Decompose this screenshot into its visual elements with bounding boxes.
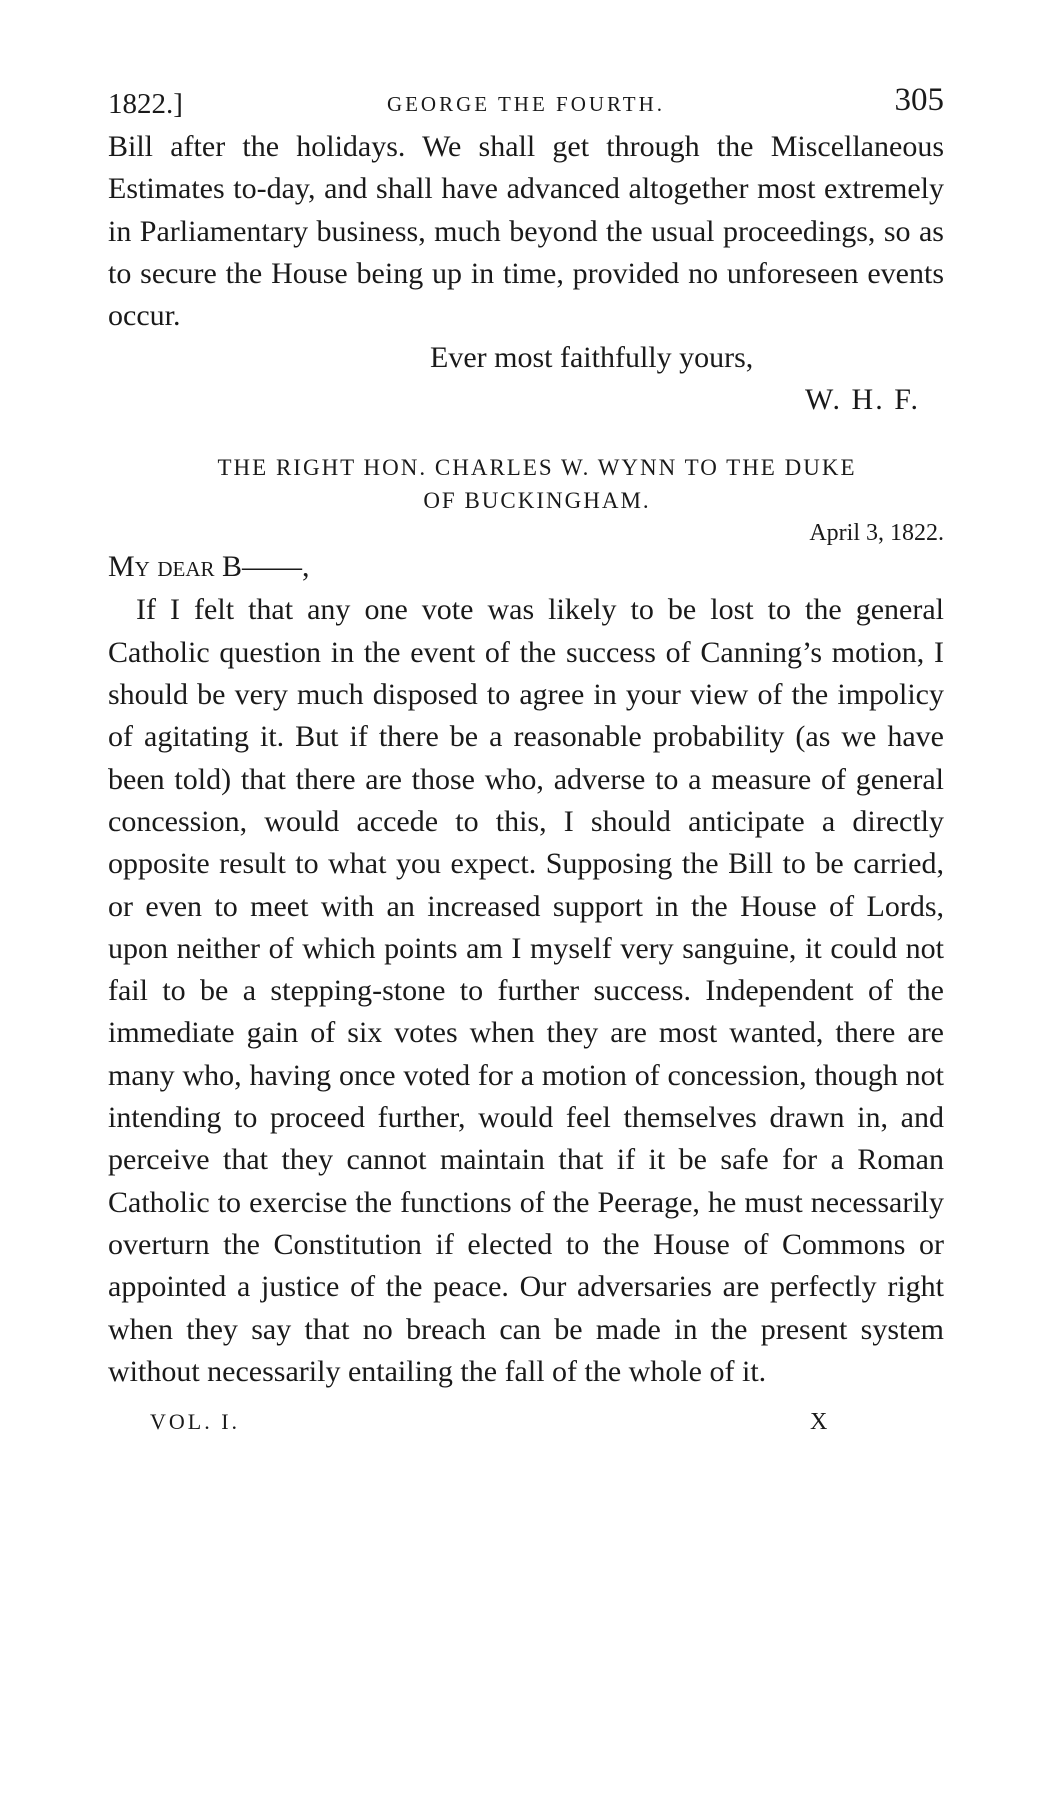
letter-heading-line-1: THE RIGHT HON. CHARLES W. WYNN TO THE DUKE (217, 455, 857, 481)
previous-letter-signoff (108, 337, 944, 421)
running-head (108, 78, 944, 126)
letter-body: If I felt that any one vote was likely to be lost to the general Catholic question in the event of the success of Canning’s motion, I should be very much disposed to agree in your view of the impolicy of agitating it. But if there be a reasonable probability (as we have been told) that there are those who, adverse to a measure of general concession, would accede to this, I should anticipate a directly opposite result to what you expect. Supposing the Bill to be carried, or even to meet with an increased support in the House of Lords, upon neither of which points am I myself very sanguine, it could not fail to be a stepping-stone to further success. Independent of the immediate gain of six votes when they are most wanted, there are many who, having once voted for a motion of concession, though not intending to proceed further, would feel themselves drawn in, and perceive that they cannot maintain that if it be safe for a Roman Catholic to exercise the functions of the Peerage, he must necessarily overturn the Constitution if elected to the House of Commons or appointed a justice of the peace. Our adversaries are perfectly right when they say that no breach can be made in the present system without necessarily entailing the fall of the whole of it. (108, 593, 944, 1388)
running-head-title: GEORGE THE FOURTH. (386, 92, 666, 116)
continued-paragraph: Bill after the holidays. We shall get through the Miscellaneous Estimates to-day, and shall have advanced altogether most extremely in Parliamentary business, much beyond the usual proceedings, so as to secure the House being up in time, provided no unforeseen events occur. (108, 130, 944, 333)
book-page (108, 78, 944, 1441)
closing-line: Ever most faithfully yours, (430, 341, 754, 375)
letter-heading-line-2: OF BUCKINGHAM. (423, 488, 651, 514)
running-head-year: 1822.] (108, 88, 183, 120)
volume-mark: VOL. I. (150, 1409, 241, 1435)
letter-salutation: My dear B——, (108, 550, 310, 584)
signature-initials: W. H. F. (804, 383, 920, 417)
letter-date: April 3, 1822. (809, 520, 944, 547)
page-number: 305 (894, 82, 944, 118)
signature-mark: X (810, 1409, 828, 1436)
page-footer (108, 1401, 944, 1441)
letter-heading (108, 451, 944, 517)
